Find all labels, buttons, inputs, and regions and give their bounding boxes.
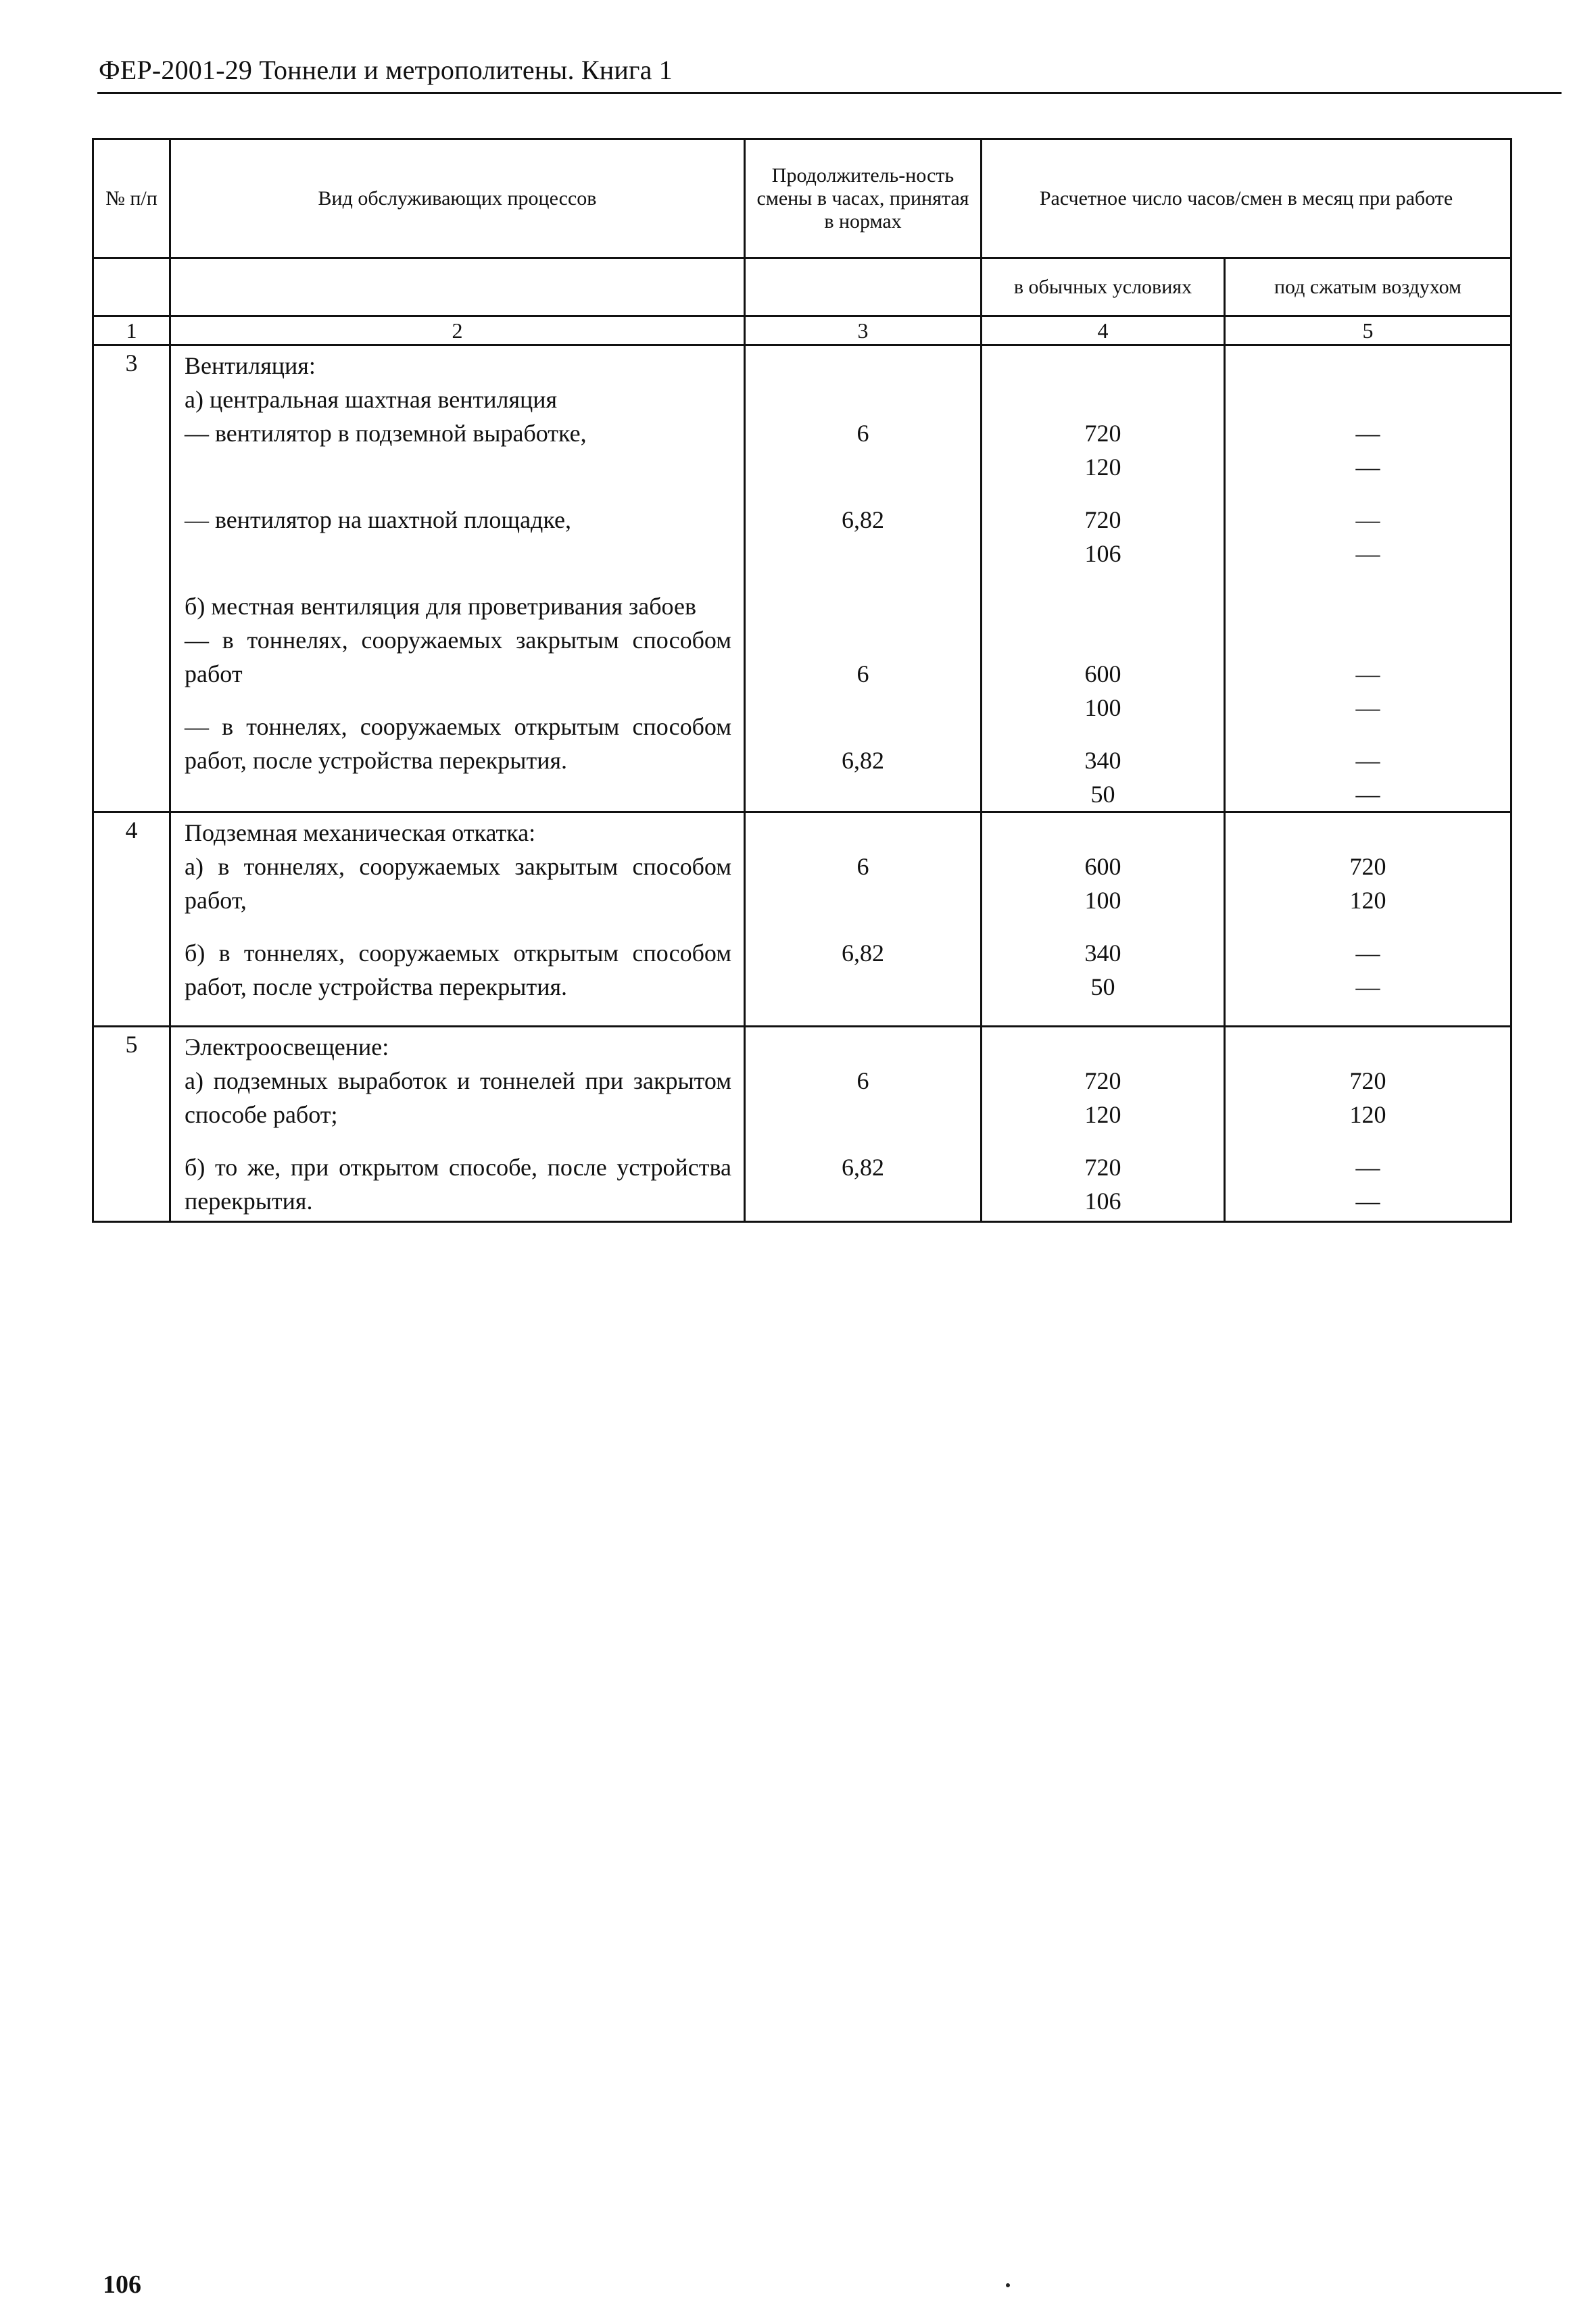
item-text: — в тоннелях, сооружаемых открытым способом работ, после устройства перекрытия. bbox=[185, 713, 731, 774]
dash-value: — bbox=[1355, 747, 1380, 774]
shifts-value: 50 bbox=[1090, 781, 1115, 808]
normal-values bbox=[982, 345, 1225, 812]
shift-values bbox=[745, 1027, 982, 1222]
header-empty-1 bbox=[93, 258, 170, 316]
dash-value: — bbox=[1355, 973, 1380, 1000]
header-rule bbox=[97, 92, 1562, 94]
col-number: 2 bbox=[170, 316, 745, 345]
hours-value: 720 bbox=[1084, 506, 1121, 533]
dash-value: — bbox=[1355, 781, 1380, 808]
compressed-values bbox=[1225, 812, 1512, 1027]
item-text: — в тоннелях, сооружаемых закрытым способом работ bbox=[185, 627, 731, 687]
hours-value: 600 bbox=[1084, 660, 1121, 687]
shift-value: 6 bbox=[856, 420, 869, 447]
hours-value: 600 bbox=[1084, 853, 1121, 880]
hours-value: 720 bbox=[1084, 1067, 1121, 1094]
header-no: № п/п bbox=[93, 139, 170, 258]
item-text: — вентилятор в подземной выработке, bbox=[185, 420, 587, 447]
dash-value: — bbox=[1355, 694, 1380, 721]
subitem-label: а) центральная шахтная вентиляция bbox=[185, 386, 558, 413]
dash-value: — bbox=[1355, 660, 1380, 687]
dash-value: — bbox=[1355, 420, 1380, 447]
dash-value: — bbox=[1355, 940, 1380, 967]
col-number: 5 bbox=[1225, 316, 1512, 345]
row-title: Вентиляция: bbox=[185, 352, 316, 379]
shifts-value: 106 bbox=[1084, 1188, 1121, 1215]
shifts-value: 106 bbox=[1084, 540, 1121, 567]
item-text: — вентилятор на шахтной площадке, bbox=[185, 506, 571, 533]
item-text: б) в тоннелях, сооружаемых открытым способом работ, после устройства перекрытия. bbox=[185, 940, 731, 1000]
shifts-value: 120 bbox=[1349, 887, 1386, 914]
header-row-2 bbox=[93, 258, 1512, 316]
row-description bbox=[170, 1027, 745, 1222]
table-row bbox=[93, 1027, 1512, 1222]
col-number: 1 bbox=[93, 316, 170, 345]
shifts-value: 100 bbox=[1084, 694, 1121, 721]
table-row bbox=[93, 345, 1512, 812]
shifts-value: 120 bbox=[1084, 1101, 1121, 1128]
page-number: 106 bbox=[103, 2270, 141, 2299]
row-title: Электроосвещение: bbox=[185, 1033, 389, 1061]
header-compressed: под сжатым воздухом bbox=[1225, 258, 1512, 316]
shift-values bbox=[745, 345, 982, 812]
normal-values bbox=[982, 1027, 1225, 1222]
norms-table bbox=[92, 138, 1512, 1223]
item-text: б) то же, при открытом способе, после устройства перекрытия. bbox=[185, 1154, 731, 1215]
dash-value: — bbox=[1355, 1188, 1380, 1215]
shift-value: 6 bbox=[856, 660, 869, 687]
row-number: 3 bbox=[93, 345, 170, 812]
header-calc: Расчетное число часов/смен в месяц при работе bbox=[982, 139, 1512, 258]
shifts-value: 120 bbox=[1349, 1101, 1386, 1128]
compressed-values bbox=[1225, 345, 1512, 812]
hours-value: 340 bbox=[1084, 940, 1121, 967]
shifts-value: 120 bbox=[1084, 454, 1121, 481]
dash-value: — bbox=[1355, 540, 1380, 567]
column-number-row bbox=[93, 316, 1512, 345]
shift-value: 6 bbox=[856, 853, 869, 880]
item-text: а) подземных выработок и тоннелей при закрытом способе работ; bbox=[185, 1067, 731, 1128]
table-row bbox=[93, 812, 1512, 1027]
subitem-label: б) местная вентиляция для проветривания забоев bbox=[185, 593, 696, 620]
col-number: 3 bbox=[745, 316, 982, 345]
header-empty-2 bbox=[170, 258, 745, 316]
dash-value: — bbox=[1355, 1154, 1380, 1181]
shift-values bbox=[745, 812, 982, 1027]
normal-values bbox=[982, 812, 1225, 1027]
scan-speck bbox=[1006, 2283, 1010, 2287]
header-empty-3 bbox=[745, 258, 982, 316]
item-text: а) в тоннелях, сооружаемых закрытым способом работ, bbox=[185, 853, 731, 914]
shift-value: 6 bbox=[856, 1067, 869, 1094]
row-title: Подземная механическая откатка: bbox=[185, 819, 536, 846]
dash-value: — bbox=[1355, 454, 1380, 481]
hours-value: 720 bbox=[1349, 853, 1386, 880]
header-shift: Продолжитель-ность смены в часах, принятая в нормах bbox=[745, 139, 982, 258]
row-number: 4 bbox=[93, 812, 170, 1027]
dash-value: — bbox=[1355, 506, 1380, 533]
hours-value: 720 bbox=[1349, 1067, 1386, 1094]
header-normal: в обычных условиях bbox=[982, 258, 1225, 316]
header-kind: Вид обслуживающих процессов bbox=[170, 139, 745, 258]
row-description bbox=[170, 345, 745, 812]
shift-value: 6,82 bbox=[842, 747, 884, 774]
hours-value: 340 bbox=[1084, 747, 1121, 774]
shifts-value: 50 bbox=[1090, 973, 1115, 1000]
running-head-title: ФЕР-2001-29 Тоннели и метрополитены. Книга 1 bbox=[99, 55, 673, 85]
row-description bbox=[170, 812, 745, 1027]
shift-value: 6,82 bbox=[842, 1154, 884, 1181]
shift-value: 6,82 bbox=[842, 506, 884, 533]
hours-value: 720 bbox=[1084, 420, 1121, 447]
col-number: 4 bbox=[982, 316, 1225, 345]
shift-value: 6,82 bbox=[842, 940, 884, 967]
row-number: 5 bbox=[93, 1027, 170, 1222]
header-row-1 bbox=[93, 139, 1512, 258]
compressed-values bbox=[1225, 1027, 1512, 1222]
hours-value: 720 bbox=[1084, 1154, 1121, 1181]
shifts-value: 100 bbox=[1084, 887, 1121, 914]
